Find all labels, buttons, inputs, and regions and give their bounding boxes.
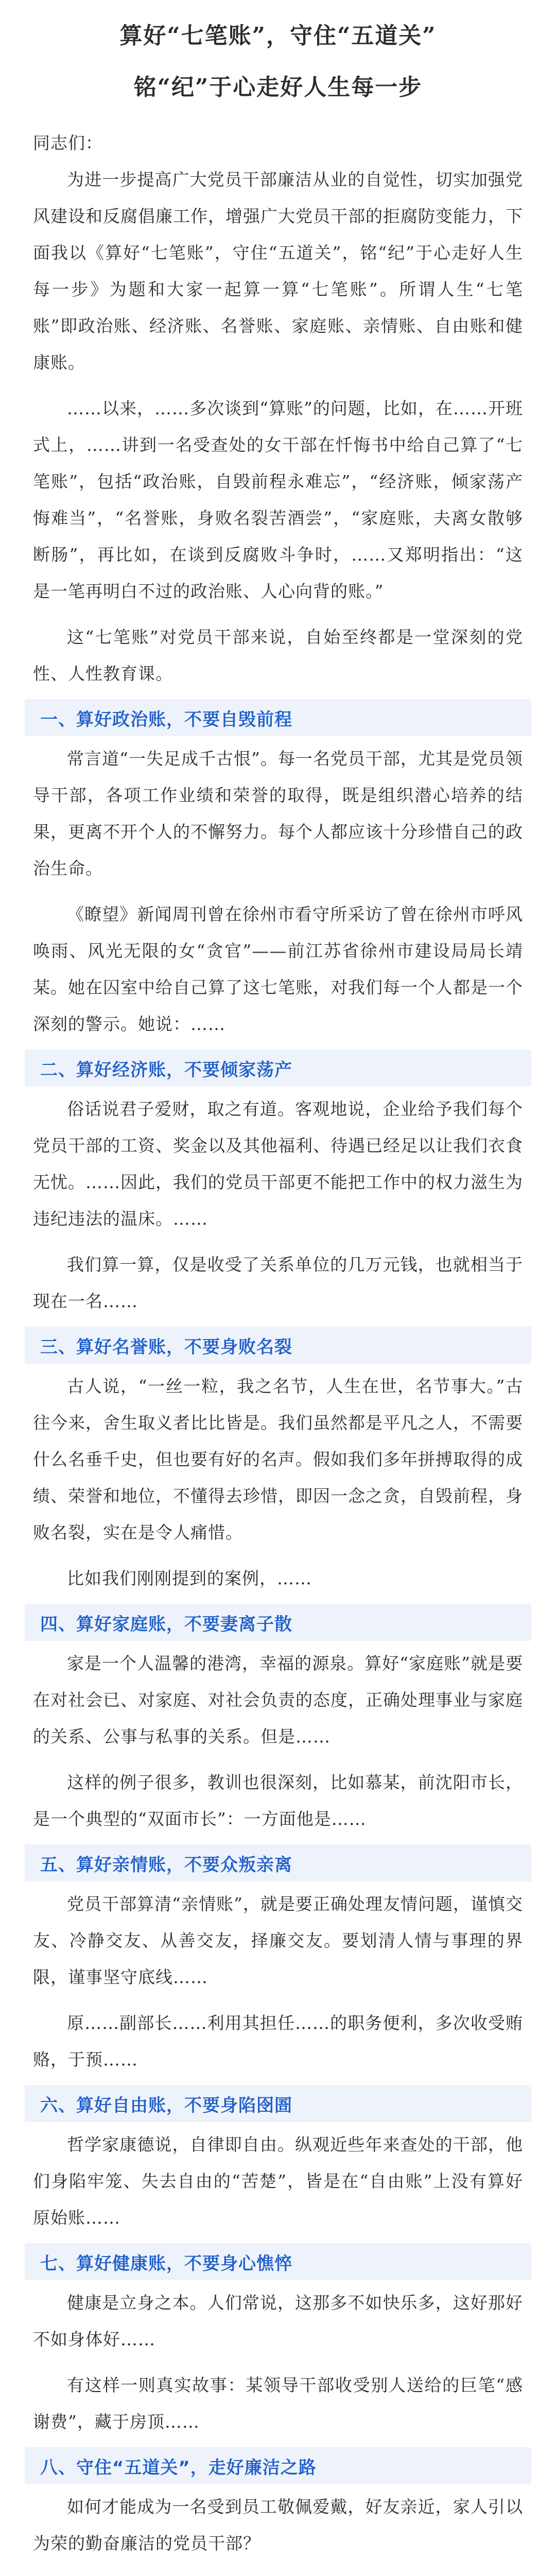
intro-paragraph: 为进一步提高广大党员干部廉洁从业的自觉性，切实加强党风建设和反腐倡廉工作，增强广大党员干部的拒腐防变能力，下面我以《算好“七笔账”，守住“五道关”，铭“纪”于心走好人生每一步》为题和大家一起算一算“七笔账”。所谓人生“七笔账”即政治账、经济账、名誉账、家庭账、亲情账、自由账和健康账。 [33,170,523,372]
body-paragraph: 《瞭望》新闻周刊曾在徐州市看守所采访了曾在徐州市呼风唤雨、风光无限的女“贪官”——前江苏省徐州市建设局局长靖某。她在囚室中给自己算了这七笔账，对我们每一个人都是一个深刻的警示。她说：…… [33,904,523,1034]
greeting: 同志们： [33,133,103,153]
section-heading-kinship: 五、算好亲情账，不要众叛亲离 [25,1844,531,1882]
body-paragraph: 常言道“一失足成千古恨”。每一名党员干部，尤其是党员领导干部，各项工作业绩和荣誉的取得，既是组织潜心培养的结果，更离不开个人的不懈努力。每个人都应该十分珍惜自己的政治生命。 [33,749,523,878]
body-paragraph: 我们算一算，仅是收受了关系单位的几万元钱，也就相当于现在一名…… [33,1255,523,1311]
body-paragraph: 家是一个人温馨的港湾，幸福的源泉。算好“家庭账”就是要在对社会已、对家庭、对社会负责的态度，正确处理事业与家庭的关系、公事与私事的关系。但是…… [33,1653,523,1747]
section-heading-reputation: 三、算好名誉账，不要身败名裂 [25,1327,531,1364]
section-heading-five-gates: 八、守住“五道关”，走好廉洁之路 [25,2447,531,2484]
body-paragraph: 如何才能成为一名受到员工敬佩爱戴，好友亲近，家人引以为荣的勤奋廉洁的党员干部？ [33,2497,523,2553]
section-heading-freedom: 六、算好自由账，不要身陷囹圄 [25,2085,531,2122]
body-paragraph: 党员干部算清“亲情账”，就是要正确处理友情问题，谨慎交友、冷静交友、从善交友，择廉交友。要划清人情与事理的界限，谨事坚守底线…… [33,1894,523,1987]
section-heading-family: 四、算好家庭账，不要妻离子散 [25,1604,531,1641]
page-subtitle: 铭“纪”于心走好人生每一步 [133,74,423,100]
body-paragraph: 古人说，“一丝一粒，我之名节，人生在世，名节事大。”古往今来，舍生取义者比比皆是。我们虽然都是平凡之人，不需要什么名垂千史，但也要有好的名声。假如我们多年拼搏取得的成绩、荣誉和地位，不懂得去珍惜，即因一念之贪，自毁前程，身败名裂，实在是令人痛惜。 [33,1376,523,1543]
body-paragraph: 这样的例子很多，教训也很深刻，比如慕某，前沈阳市长，是一个典型的“双面市长”：一方面他是…… [33,1772,523,1829]
body-paragraph [33,2571,523,2576]
body-paragraph: 俗话说君子爱财，取之有道。客观地说，企业给予我们每个党员干部的工资、奖金以及其他福利、待遇已经足以让我们衣食无忧。……因此，我们的党员干部更不能把工作中的权力滋生为违纪违法的温床。…… [33,1099,523,1229]
section-heading-health: 七、算好健康账，不要身心憔悴 [25,2243,531,2280]
body-paragraph: 原……副部长……利用其担任……的职务便利，多次收受贿赂，于预…… [33,2013,523,2070]
page-title: 算好“七笔账”，守住“五道关” [119,23,437,49]
intro-paragraph: ……以来，……多次谈到“算账”的问题，比如，在……开班式上，……讲到一名受查处的女干部在忏悔书中给自己算了“七笔账”，包括“政治账，自毁前程永难忘”，“经济账，倾家荡产悔难当”，“名誉账，身败名裂苦酒尝”，“家庭账，夫离女散够断肠”，再比如，在谈到反腐败斗争时，……又郑明指出：“这是一笔再明白不过的政治账、人心向背的账。” [33,398,523,601]
body-paragraph: 哲学家康德说，自律即自由。纵观近些年来查处的干部，他们身陷牢笼、失去自由的“苦楚”，皆是在“自由账”上没有算好原始账…… [33,2134,523,2228]
intro-paragraph: 这“七笔账”对党员干部来说，自始至终都是一堂深刻的党性、人性教育课。 [33,627,523,684]
body-paragraph: 有这样一则真实故事：某领导干部收受别人送给的巨笔“感谢费”，藏于房顶…… [33,2375,523,2432]
section-heading-political: 一、算好政治账，不要自毁前程 [25,699,531,736]
body-paragraph: 健康是立身之本。人们常说，这那多不如快乐多，这好那好不如身体好…… [33,2293,523,2349]
section-heading-economic: 二、算好经济账，不要倾家荡产 [25,1049,531,1087]
body-paragraph: 比如我们刚刚提到的案例，…… [67,1568,312,1588]
